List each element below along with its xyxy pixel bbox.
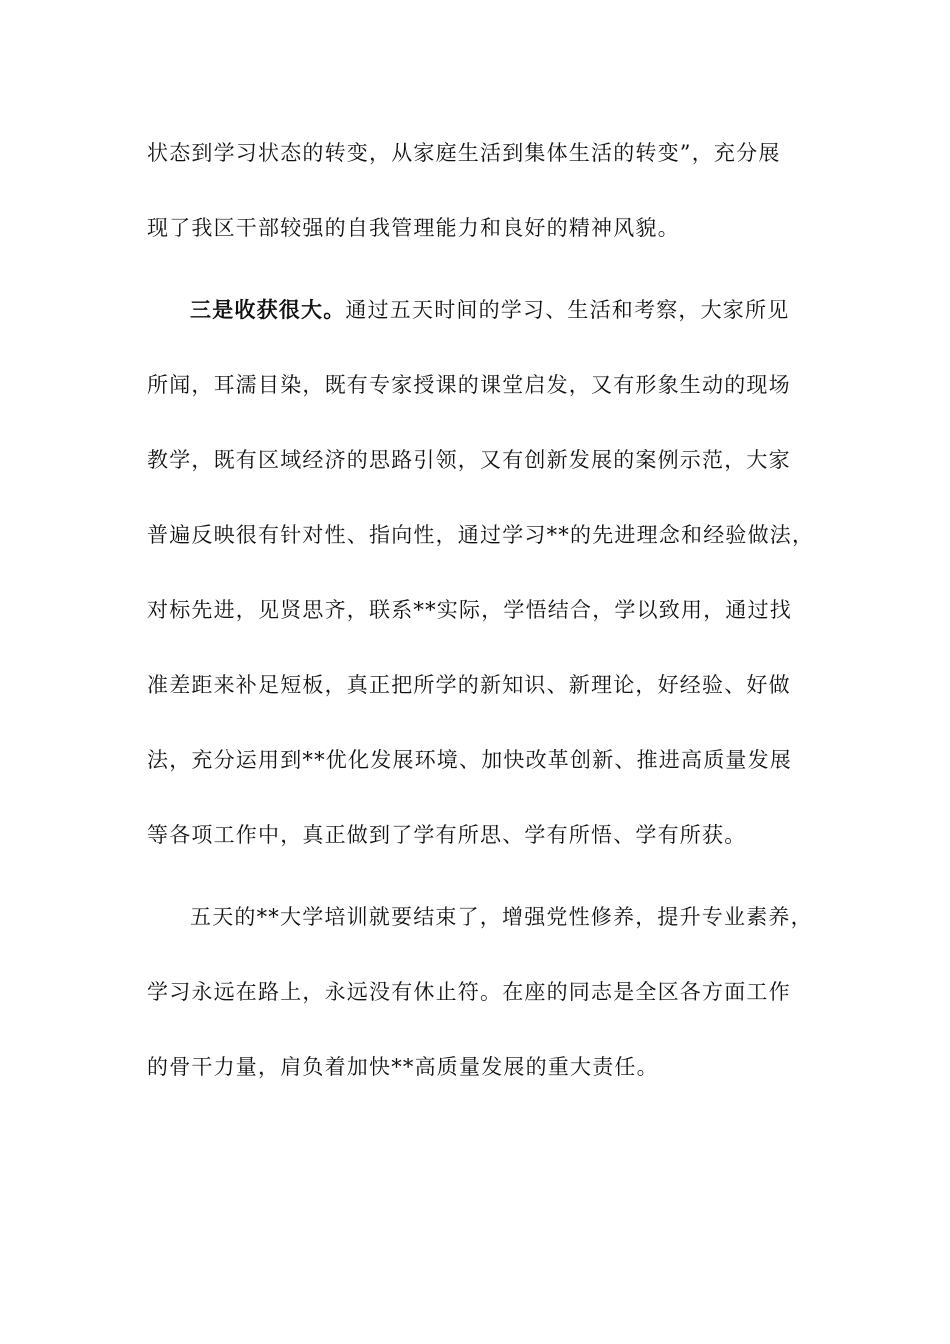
paragraph-2-line-7: 法，充分运用到**优化发展环境、加快改革创新、推进高质量发展 <box>147 748 792 772</box>
paragraph-2-line-1 <box>190 295 860 325</box>
paragraph-3-line-3: 的骨干力量，肩负着加快**高质量发展的重大责任。 <box>147 1055 659 1079</box>
paragraph-2-line-6: 准差距来补足短板，真正把所学的新知识、新理论，好经验、好做 <box>147 673 791 697</box>
paragraph-1-line-2: 现了我区干部较强的自我管理能力和良好的精神风貌。 <box>147 216 680 240</box>
paragraph-2-line-8: 等各项工作中，真正做到了学有所思、学有所悟、学有所获。 <box>147 823 747 847</box>
paragraph-2-line-2: 所闻，耳濡目染，既有专家授课的课堂启发，又有形象生动的现场 <box>147 373 791 397</box>
paragraph-2-line-1-rest: 通过五天时间的学习、生活和考察，大家所见 <box>345 298 790 322</box>
paragraph-2-lead: 三是收获很大。 <box>190 298 346 322</box>
paragraph-3-line-1: 五天的**大学培训就要结束了，增强党性修养，提升专业素养， <box>190 905 813 929</box>
paragraph-3-line-2: 学习永远在路上，永远没有休止符。在座的同志是全区各方面工作 <box>147 980 791 1004</box>
paragraph-2-line-4: 普遍反映很有针对性、指向性，通过学习**的先进理念和经验做法， <box>147 523 815 547</box>
paragraph-2-line-3: 教学，既有区域经济的思路引领，又有创新发展的案例示范，大家 <box>147 448 791 472</box>
paragraph-2-line-5: 对标先进，见贤思齐，联系**实际，学悟结合，学以致用，通过找 <box>147 598 792 622</box>
paragraph-1-line-1: 状态到学习状态的转变，从家庭生活到集体生活的转变”，充分展 <box>147 141 781 165</box>
